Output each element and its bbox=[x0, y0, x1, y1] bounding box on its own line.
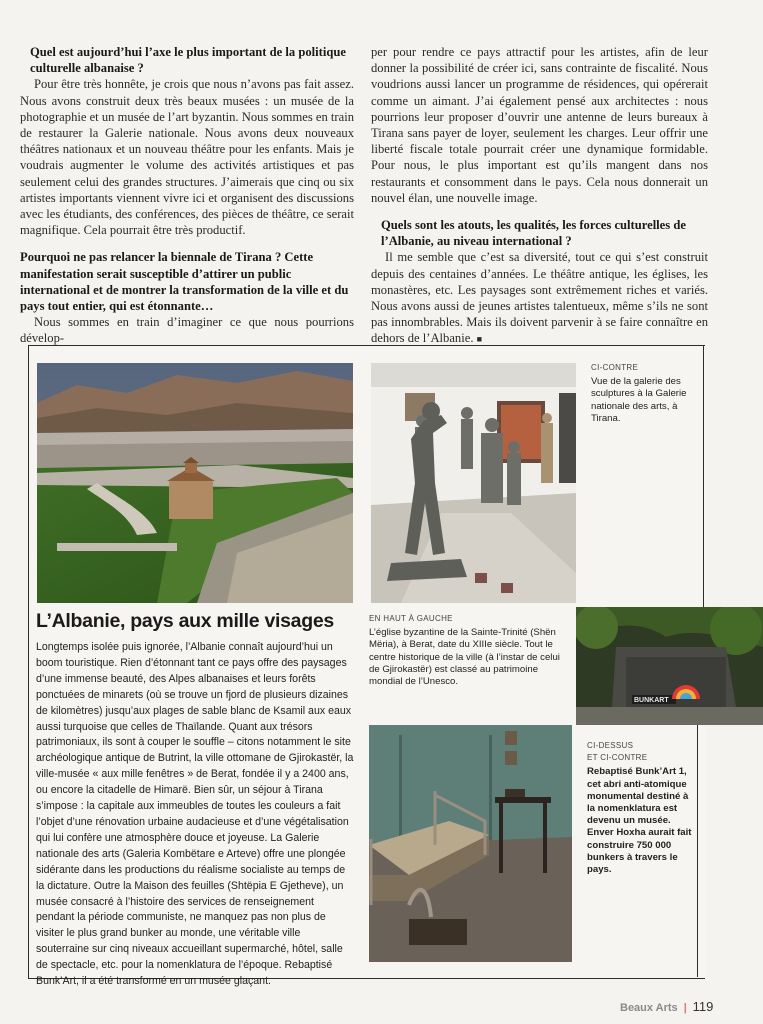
footer-separator: | bbox=[683, 1002, 687, 1014]
gallery-interior-image bbox=[371, 363, 576, 603]
interview-right-column bbox=[371, 44, 708, 348]
answer-1: Pour être très honnête, je crois que nous n’avons pas fait assez. Nous avons construit deux très beaux musées : un musée de la photographie et un musée de l’art byzantin. Nous sommes en train de restaurer la Galerie nationale. Nous avons deux nouveaux théâtres nationaux et un nouveau théâtre pour les enfants. Mais je voudrais augmenter le volume des activités artistiques et pas seulement celui des grandes structures. J’aimerais que cinq ou six artistes importants viennent vivre ici et organisent des discussions avec les étudiants, des conférences, des pièces de théâtre, ce serait magnifique. Cela pourrait être très productif. bbox=[20, 77, 354, 238]
caption-gallery bbox=[591, 362, 699, 425]
sidebar-box-right-border bbox=[703, 345, 704, 607]
answer-2-start: Nous sommes en train d’imaginer ce que nous pourrions dévelop- bbox=[20, 315, 354, 346]
caption-gallery-kicker: CI-CONTRE bbox=[591, 363, 639, 372]
question-2: Pourquoi ne pas relancer la biennale de Tirana ? Cette manifestation serait susceptible d’attirer un public international et de montrer la transformation de la ville et du pays tout entier, qui est étonnante… bbox=[20, 250, 349, 314]
answer-3-text: Il me semble que c’est sa diversité, tout ce qui s’est construit depuis des centaines d’années. Le théâtre antique, les églises, les monastères, etc. Les paysages sont extrêmement riches et variés. Nous avons aussi de jeunes artistes talentueux, même s’ils ne sont pas innombrables. Mais ils doivent parvenir à se faire connaître en dehors de l’Albanie. bbox=[371, 250, 708, 346]
photo-sculpture-gallery bbox=[371, 363, 576, 603]
bunker-room-image bbox=[369, 725, 572, 962]
caption-church bbox=[369, 613, 572, 688]
caption-church-text: L’église byzantine de la Sainte-Trinité (Shën Mëria), à Berat, date du XIIIe siècle. Tout le centre historique de la ville (à l’instar de celui de Gjirokastër) est classé au patrimoine mondial de l’Unesco. bbox=[369, 627, 560, 688]
sidebar-body: Longtemps isolée puis ignorée, l’Albanie connaît aujourd’hui un boom touristique. Rien d’étonnant tant ce pays offre des paysages d’une immense beauté, des Alpes albanaises et leurs forêts ponctuées de minarets (où se trouve un fjord de plusieurs dizaines de kilomètres) jusqu’aux plages de sable blanc de Ksamil aux eaux aussi turquoise que celles de Thaïlande. Quant aux trésors patrimoniaux, ils sont à couper le souffle – citons notamment le site archéologique antique de Butrint, la ville ottomane de Gjirokastër, la ville-musée « aux mille fenêtres » de Berat, fondée il y a 2400 ans, ou encore la citadelle de Himarë. Bien sûr, un séjour à Tirana s’impose : la capitale aux immeubles de toutes les couleurs a fait l’objet d’une rénovation urbaine audacieuse et d’une végétalisation qui lui confère une atmosphère douce et joyeuse. La Galerie nationale des arts (Galeria Kombëtare e Arteve) offre une plongée sidérante dans les productions du réalisme socialiste au temps de la dictature. Outre la Maison des feuilles (Shtëpia E Gjetheve), un musée consacré à l’histoire des services de renseignement pendant la période communiste, ne manquez pas non plus de visiter le plus grand bunker au monde, une véritable ville souterraine sur cinq niveaux accueillant supermarché, hôtel, salle de spectacle, etc. pour la nomenklatura de l’époque. Rebaptisé Bunk’Art, il a été transformé en un musée glaçant. bbox=[36, 641, 354, 988]
sidebar-box-right-border-lower bbox=[697, 725, 698, 977]
bunkart-entrance-image bbox=[576, 607, 763, 725]
bunkart-sign-text: BUNKART bbox=[634, 697, 669, 704]
page-number: 119 bbox=[692, 999, 714, 1014]
berat-landscape-image bbox=[37, 363, 353, 603]
caption-gallery-text: Vue de la galerie des sculptures à la Galerie nationale des arts, à Tirana. bbox=[591, 376, 687, 424]
answer-2-continued: per pour rendre ce pays attractif pour les artistes, afin de leur donner la possibilité de créer ici, sans contrainte de fiscalité. Nous voudrions aussi lancer un programme de résidences, qui opérerait comme un aimant. J’ai également pensé aux architectes : nous pourrions leur proposer d’ouvrir une antenne de leurs bureaux à Tirana sans payer de loyer, seulement les charges. Leur offrir une liberté fiscale totale pourrait créer une dynamique formidable. Pour nous, le plus important est qu’ils mangent dans nos restaurants et consomment dans le pays. Cela nous donnerait un nouvel élan, une nouvelle image. bbox=[371, 45, 708, 205]
photo-bunkart-entrance bbox=[576, 607, 763, 725]
answer-3 bbox=[371, 249, 708, 347]
caption-bunker-text: Rebaptisé Bunk’Art 1, cet abri anti-atomique monumental destiné à la nomenklatura est devenu un musée. Enver Hoxha aurait fait construire 750 000 bunkers à travers le pays. bbox=[587, 766, 692, 876]
sidebar-title: L’Albanie, pays aux mille visages bbox=[36, 610, 334, 632]
interview-left-column bbox=[20, 44, 354, 347]
magazine-name: Beaux Arts bbox=[620, 1002, 678, 1014]
caption-bunker-kicker-2: ET CI-CONTRE bbox=[587, 753, 648, 763]
caption-church-kicker: EN HAUT À GAUCHE bbox=[369, 614, 453, 623]
end-mark: ■ bbox=[476, 334, 483, 345]
caption-bunker bbox=[587, 740, 693, 876]
photo-bunker-room bbox=[369, 725, 572, 962]
question-3: Quels sont les atouts, les qualités, les forces culturelles de l’Albanie, au niveau international ? bbox=[381, 218, 686, 249]
caption-bunker-kicker-1: CI-DESSUS bbox=[587, 741, 634, 750]
photo-berat-church bbox=[37, 363, 353, 603]
question-1: Quel est aujourd’hui l’axe le plus important de la politique culturelle albanaise ? bbox=[30, 45, 346, 76]
page-footer bbox=[620, 999, 713, 1014]
